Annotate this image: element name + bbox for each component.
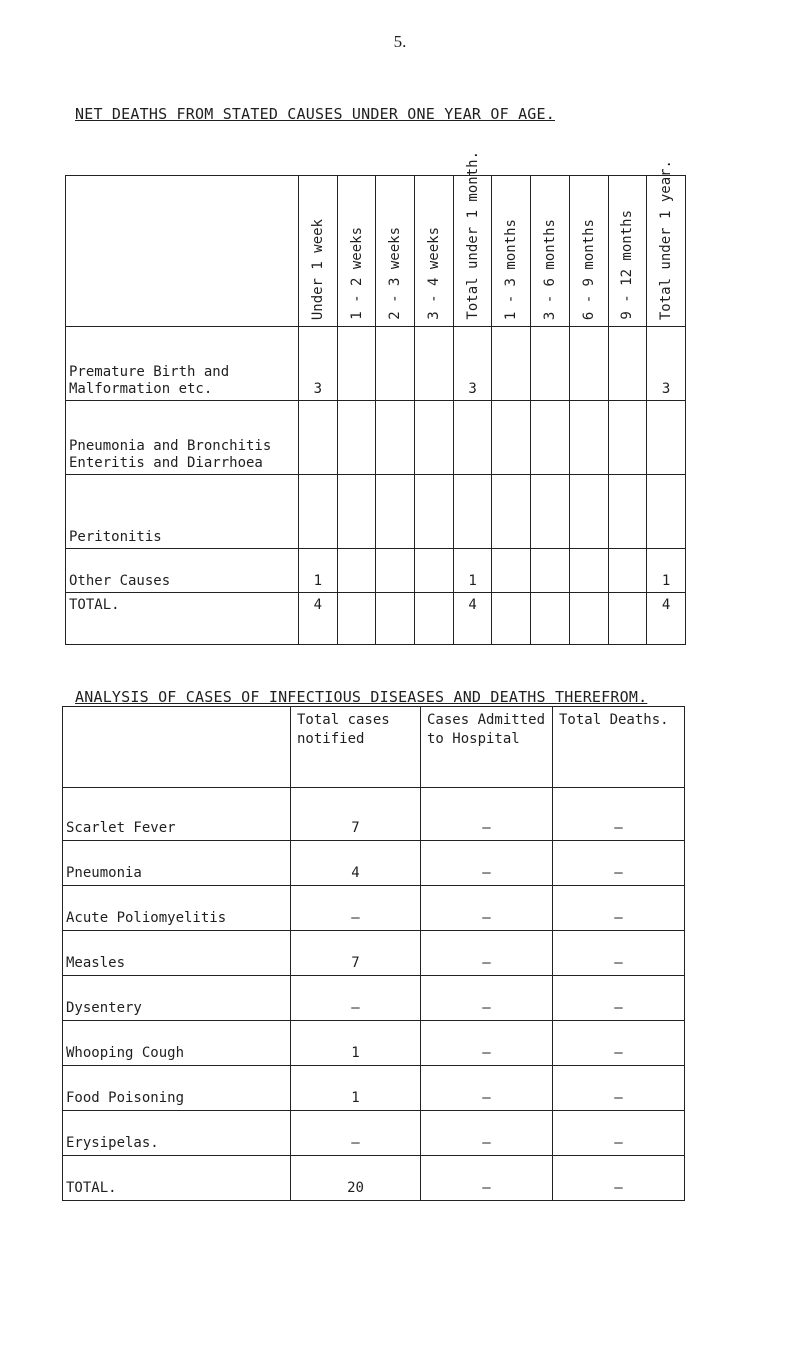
row-label: TOTAL.: [63, 1156, 291, 1201]
table-row: [63, 976, 685, 1021]
table-cell: –: [291, 886, 421, 931]
table-cell: –: [421, 841, 553, 886]
column-header: 6 - 9 months: [569, 176, 608, 327]
page-number: 5.: [393, 32, 407, 51]
table-cell: –: [421, 1021, 553, 1066]
table-cell: [531, 549, 570, 593]
column-header: Cases Admitted to Hospital: [421, 707, 553, 788]
column-header: Total cases notified: [291, 707, 421, 788]
infectious-table-corner-cell: [63, 707, 291, 788]
column-header: 3 - 6 months: [531, 176, 570, 327]
table-cell: 20: [291, 1156, 421, 1201]
table-cell: [453, 401, 492, 475]
table-cell: –: [553, 931, 685, 976]
table-cell: [647, 475, 686, 549]
table-cell: [569, 401, 608, 475]
table-cell: 1: [291, 1021, 421, 1066]
row-label: Pneumonia and Bronchitis Enteritis and Diarrhoea: [66, 401, 299, 475]
table-cell: –: [553, 1021, 685, 1066]
column-header: 9 - 12 months: [608, 176, 647, 327]
table-row: [63, 1021, 685, 1066]
row-label: Acute Poliomyelitis: [63, 886, 291, 931]
table-cell: [608, 593, 647, 645]
table-cell: [492, 401, 531, 475]
table-row: [63, 931, 685, 976]
table-cell: –: [421, 1111, 553, 1156]
table-cell: [415, 327, 454, 401]
table-row: [66, 475, 686, 549]
table-cell: [415, 549, 454, 593]
table-row: [63, 886, 685, 931]
table-row: [63, 1111, 685, 1156]
table-cell: 3: [299, 327, 338, 401]
table-cell: 7: [291, 931, 421, 976]
table-cell: [376, 401, 415, 475]
row-label: Pneumonia: [63, 841, 291, 886]
table-cell: –: [421, 976, 553, 1021]
table-row-total: [63, 1156, 685, 1201]
table-cell: [337, 401, 376, 475]
section-title-deaths: NET DEATHS FROM STATED CAUSES UNDER ONE YEAR OF AGE.: [75, 105, 555, 123]
table-cell: [337, 549, 376, 593]
table-cell: [608, 327, 647, 401]
table-cell: [337, 593, 376, 645]
row-label: Other Causes: [66, 549, 299, 593]
row-label: Measles: [63, 931, 291, 976]
table-cell: [376, 593, 415, 645]
table-cell: [415, 593, 454, 645]
table-cell: [569, 327, 608, 401]
infectious-table-header-row: [63, 707, 685, 788]
table-cell: [531, 475, 570, 549]
row-label: Food Poisoning: [63, 1066, 291, 1111]
table-cell: [376, 327, 415, 401]
row-label: TOTAL.: [66, 593, 299, 645]
table-cell: 4: [647, 593, 686, 645]
table-cell: 4: [291, 841, 421, 886]
deaths-table-header-row: [66, 176, 686, 327]
table-cell: [608, 475, 647, 549]
table-cell: [569, 593, 608, 645]
table-cell: –: [553, 1156, 685, 1201]
row-label: Dysentery: [63, 976, 291, 1021]
table-cell: [299, 401, 338, 475]
table-cell: [415, 475, 454, 549]
table-cell: [492, 475, 531, 549]
table-cell: [415, 401, 454, 475]
table-cell: 1: [291, 1066, 421, 1111]
table-cell: 1: [647, 549, 686, 593]
column-header: 2 - 3 weeks: [376, 176, 415, 327]
table-cell: –: [421, 1066, 553, 1111]
table-cell: [569, 475, 608, 549]
table-cell: [376, 549, 415, 593]
table-row: [66, 401, 686, 475]
column-header: Total under 1 month.: [453, 176, 492, 327]
table-cell: –: [553, 976, 685, 1021]
table-cell: 3: [453, 327, 492, 401]
row-label: Peritonitis: [66, 475, 299, 549]
table-cell: [337, 327, 376, 401]
table-cell: [531, 593, 570, 645]
table-row: [63, 1066, 685, 1111]
table-cell: –: [553, 1111, 685, 1156]
table-cell: –: [553, 788, 685, 841]
column-header: Total under 1 year.: [647, 176, 686, 327]
row-label: Premature Birth and Malformation etc.: [66, 327, 299, 401]
table-cell: [608, 401, 647, 475]
table-cell: –: [421, 788, 553, 841]
column-header: 3 - 4 weeks: [415, 176, 454, 327]
column-header: 1 - 2 weeks: [337, 176, 376, 327]
table-cell: –: [553, 841, 685, 886]
row-label: Erysipelas.: [63, 1111, 291, 1156]
table-cell: –: [421, 931, 553, 976]
row-label: Whooping Cough: [63, 1021, 291, 1066]
table-cell: [531, 327, 570, 401]
table-cell: [337, 475, 376, 549]
table-cell: 3: [647, 327, 686, 401]
table-cell: –: [421, 886, 553, 931]
table-cell: [608, 549, 647, 593]
column-header: 1 - 3 months: [492, 176, 531, 327]
table-cell: [376, 475, 415, 549]
row-label: Scarlet Fever: [63, 788, 291, 841]
table-cell: [299, 475, 338, 549]
table-cell: –: [291, 976, 421, 1021]
table-row: [63, 841, 685, 886]
table-row-total: [66, 593, 686, 645]
column-header: Under 1 week: [299, 176, 338, 327]
table-cell: [453, 475, 492, 549]
table-cell: [569, 549, 608, 593]
table-row: [63, 788, 685, 841]
table-cell: 4: [453, 593, 492, 645]
table-cell: [492, 593, 531, 645]
column-header: Total Deaths.: [553, 707, 685, 788]
infectious-diseases-table: [62, 706, 685, 1201]
deaths-table-corner-cell: [66, 176, 299, 327]
table-row: [66, 549, 686, 593]
table-cell: 4: [299, 593, 338, 645]
table-cell: 1: [453, 549, 492, 593]
table-cell: –: [291, 1111, 421, 1156]
table-cell: 7: [291, 788, 421, 841]
table-cell: [531, 401, 570, 475]
table-cell: [647, 401, 686, 475]
deaths-under-one-year-table: [65, 151, 686, 645]
table-cell: 1: [299, 549, 338, 593]
table-cell: [492, 327, 531, 401]
table-cell: –: [553, 886, 685, 931]
table-cell: [492, 549, 531, 593]
section-title-infectious: ANALYSIS OF CASES OF INFECTIOUS DISEASES AND DEATHS THEREFROM.: [75, 688, 648, 706]
table-row: [66, 327, 686, 401]
table-cell: –: [553, 1066, 685, 1111]
table-cell: –: [421, 1156, 553, 1201]
